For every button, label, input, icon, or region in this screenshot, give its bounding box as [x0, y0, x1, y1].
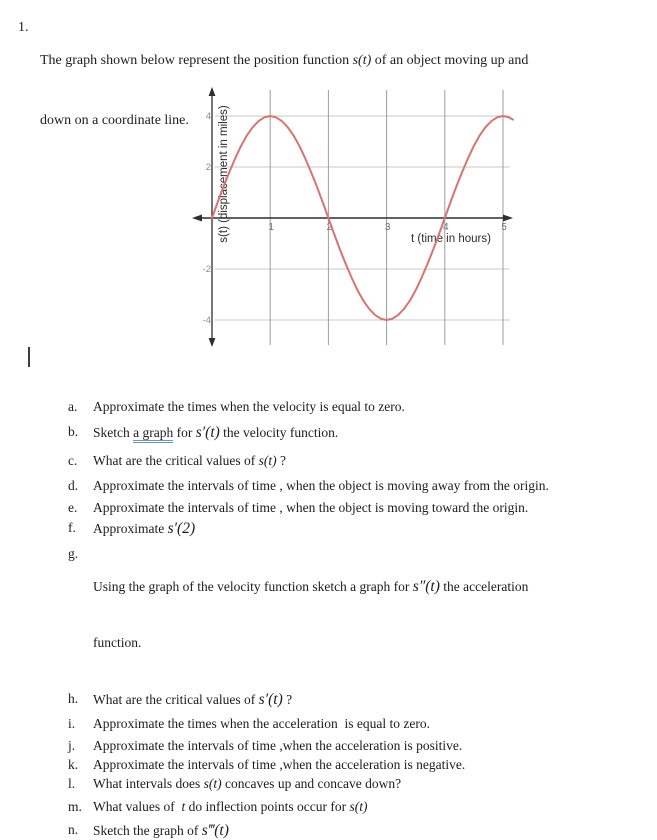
svg-text:3: 3 [384, 222, 391, 233]
question-letter: h. [68, 690, 79, 706]
question-letter: a. [68, 399, 78, 414]
question-e [68, 500, 634, 516]
svg-text:s(t) (displacement in miles): s(t) (displacement in miles) [218, 105, 230, 243]
question-letter: i. [68, 716, 76, 732]
text-cursor [28, 347, 30, 367]
question-text: Approximate the times when the acceleration is equal to zero. [93, 716, 430, 732]
question-a [68, 399, 634, 415]
question-i [68, 716, 634, 732]
grammar-underline: a graph [133, 425, 173, 443]
question-m [68, 799, 634, 815]
intro-line-1: The graph shown below represent the position function s(t) of an object moving up and [40, 53, 529, 68]
question-g-line2: function. [93, 635, 142, 651]
svg-text:-4: -4 [202, 315, 211, 326]
question-text: Approximate the intervals of time ,when the acceleration is negative. [93, 757, 466, 773]
intro-line-2: down on a coordinate line. [40, 113, 189, 128]
question-letter: d. [68, 478, 79, 494]
question-text: Sketch the graph of s‴(t) [93, 821, 229, 839]
math-s-of-t: s(t) [258, 453, 277, 469]
question-text: What intervals does s(t) concaves up and concave down? [93, 776, 402, 792]
question-d [68, 478, 634, 494]
math-s-prime-2: s′(2) [167, 519, 196, 537]
math-t: t [181, 798, 186, 814]
question-letter: l. [68, 776, 76, 792]
question-letter: n. [68, 821, 79, 837]
position-graph-svg [190, 86, 522, 354]
math-s-of-t: s(t) [203, 776, 222, 792]
question-text: What are the critical values of s(t) ? [93, 453, 287, 469]
question-letter: b. [68, 423, 79, 439]
question-letter: m. [68, 798, 82, 814]
question-text: Sketch a graph for s′(t) the velocity function. [93, 423, 339, 441]
math-s-prime-t: s′(t) [195, 423, 220, 441]
math-s-double-prime-t: s″(t) [412, 578, 440, 596]
math-s-of-t: s(t) [352, 53, 372, 68]
question-f [68, 520, 634, 538]
question-letter: j. [68, 738, 76, 754]
problem-number: 1. [18, 20, 29, 35]
svg-text:2: 2 [326, 222, 333, 233]
svg-text:2: 2 [205, 162, 211, 173]
question-g [68, 546, 634, 683]
question-letter: f. [68, 519, 76, 535]
question-g-line1: Using the graph of the velocity function sketch a graph for s″(t) the acceleration [93, 578, 529, 596]
question-l [68, 776, 634, 792]
question-n [68, 822, 634, 840]
question-c [68, 453, 634, 469]
svg-text:1: 1 [268, 222, 274, 233]
question-j [68, 738, 634, 754]
question-letter: c. [68, 453, 78, 469]
question-text: Approximate the intervals of time , when the object is moving toward the origin. [93, 500, 529, 516]
position-graph [190, 86, 522, 354]
svg-text:-2: -2 [202, 264, 211, 275]
svg-text:t (time in hours): t (time in hours) [411, 233, 491, 245]
svg-text:4: 4 [205, 111, 211, 122]
math-s-of-t: s(t) [349, 798, 368, 814]
svg-text:4: 4 [443, 222, 449, 233]
question-letter: k. [68, 757, 79, 773]
question-text: Approximate s′(2) [93, 519, 196, 537]
question-text: What values of t do inflection points occur for s(t) [93, 798, 368, 814]
question-text: Approximate the times when the velocity is equal to zero. [93, 399, 405, 414]
svg-text:5: 5 [501, 222, 507, 233]
question-k [68, 757, 634, 773]
question-text: What are the critical values of s′(t) ? [93, 690, 293, 708]
question-h [68, 691, 634, 709]
question-text: Approximate the intervals of time , when the object is moving away from the origin. [93, 478, 549, 494]
question-letter: e. [68, 500, 78, 516]
question-list [68, 399, 634, 840]
question-text: Approximate the intervals of time ,when the acceleration is positive. [93, 738, 463, 754]
math-s-triple-prime-t: s‴(t) [201, 821, 229, 839]
question-text [93, 546, 634, 683]
math-s-prime-t: s′(t) [258, 690, 283, 708]
question-b [68, 424, 634, 442]
question-letter: g. [68, 546, 79, 562]
